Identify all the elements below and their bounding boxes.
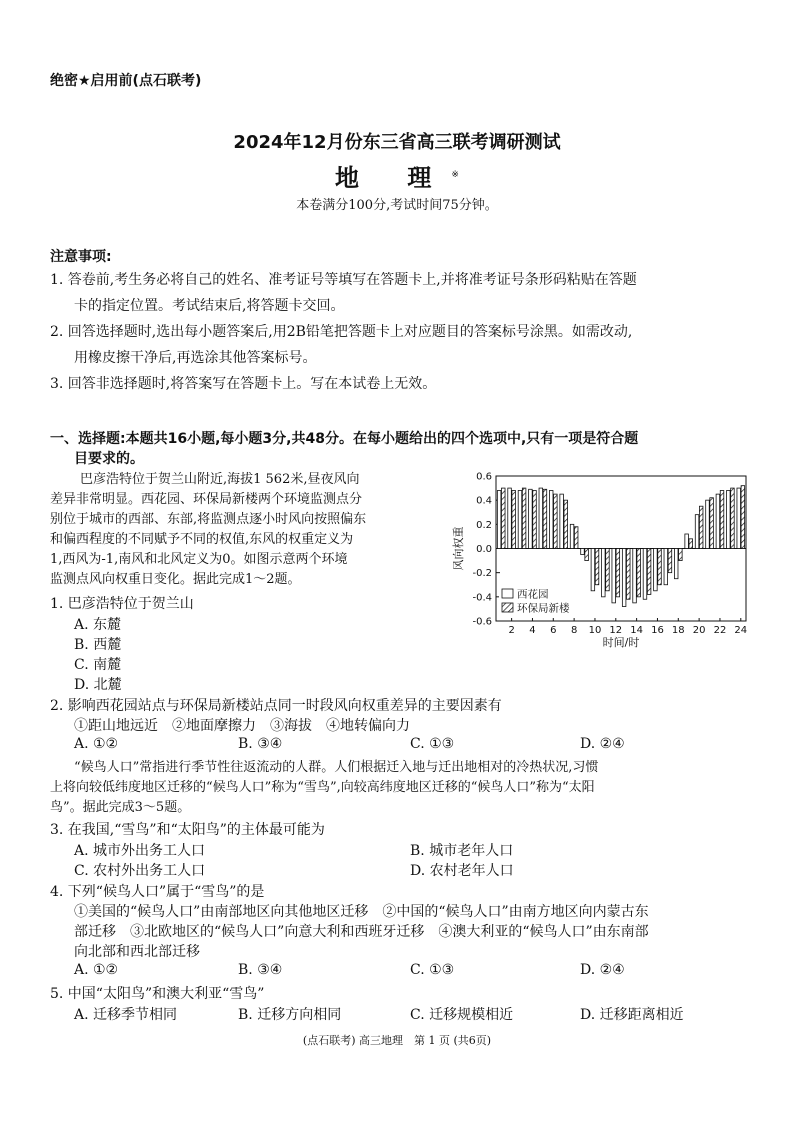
notice-line: 3. 回答非选择题时,将答案写在答题卡上。写在本试卷上无效。 <box>50 376 437 392</box>
notice-line: 1. 答卷前,考生务必将自己的姓名、准考证号等填写在答题卡上,并将准考证号条形码粘贴在答题 <box>50 272 637 288</box>
x-axis-label: 时间/时 <box>602 636 640 648</box>
bar-huanbaoju <box>585 549 589 561</box>
notice-line: 卡的指定位置。考试结束后,将答题卡交回。 <box>74 298 345 314</box>
x-tick-label: 18 <box>671 625 685 636</box>
bar-xihuayuan <box>508 488 512 548</box>
y-axis-label: 风向权重 <box>452 526 465 571</box>
x-tick-label: 22 <box>713 625 727 636</box>
x-tick-label: 16 <box>651 625 664 636</box>
q5-option-b: B. 迁移方向相同 <box>238 1007 342 1023</box>
x-tick-label: 24 <box>734 625 748 636</box>
q3-stem: 3. 在我国,“雪鸟”和“太阳鸟”的主体最可能为 <box>50 822 325 838</box>
x-tick-label: 12 <box>609 625 623 636</box>
bar-xihuayuan <box>549 491 553 549</box>
bar-huanbaoju <box>606 549 610 591</box>
x-tick-label: 6 <box>550 625 557 636</box>
bar-huanbaoju <box>668 549 672 573</box>
x-tick-label: 2 <box>508 625 515 636</box>
q3-option-d: D. 农村老年人口 <box>410 863 514 879</box>
bar-xihuayuan <box>633 549 637 603</box>
q4-item-line: ①美国的“候鸟人口”由南部地区向其他地区迁移 ②中国的“候鸟人口”由南方地区向内蒙古东 <box>74 904 649 920</box>
passage1-line: 别位于城市的西部、东部,将监测点逐小时风向按照偏东 <box>50 512 367 527</box>
q1-stem: 1. 巴彦浩特位于贺兰山 <box>50 596 194 612</box>
bar-huanbaoju <box>574 527 578 549</box>
bar-huanbaoju <box>647 549 651 595</box>
bar-xihuayuan <box>706 500 710 548</box>
passage2-line: “候鸟人口”常指进行季节性往返流动的人群。人们根据迁入地与迁出地相对的冷热状况,习惯 <box>74 760 599 775</box>
bar-xihuayuan <box>591 549 595 591</box>
q3-option-a: A. 城市外出务工人口 <box>74 843 206 859</box>
bar-huanbaoju <box>512 491 516 549</box>
bar-huanbaoju <box>554 494 558 548</box>
bar-huanbaoju <box>710 498 714 549</box>
bar-xihuayuan <box>602 549 606 597</box>
bar-xihuayuan <box>737 488 741 548</box>
notice-heading: 注意事项: <box>50 249 112 265</box>
bar-huanbaoju <box>731 488 735 548</box>
q5-option-d: D. 迁移距离相近 <box>580 1007 684 1023</box>
bar-huanbaoju <box>564 500 568 548</box>
passage2-line: 上将向较低纬度地区迁移的“候鸟人口”称为“雪鸟”,向较高纬度地区迁移的“候鸟人口”称为“太阳 <box>50 780 595 795</box>
x-tick-label: 10 <box>588 625 602 636</box>
passage1-line: 1,西风为-1,南风和北风定义为0。如图示意两个环境 <box>50 552 348 567</box>
bar-huanbaoju <box>720 491 724 549</box>
bar-xihuayuan <box>560 494 564 548</box>
wind-weight-chart <box>448 468 758 648</box>
bar-xihuayuan <box>727 491 731 549</box>
notice-line: 用橡皮擦干净后,再选涂其他答案标号。 <box>74 350 317 366</box>
bar-xihuayuan <box>570 524 574 548</box>
q4-item-line: 向北部和西北部迁移 <box>74 944 200 960</box>
passage1-line: 和偏西程度的不同赋予不同的权值,东风的权重定义为 <box>50 532 354 547</box>
passage1-line: 巴彦浩特位于贺兰山附近,海拔1 562米,昼夜风向 <box>80 472 360 487</box>
top-label: 绝密★启用前(点石联考) <box>50 73 202 89</box>
q2-items: ①距山地远近 ②地面摩擦力 ③海拔 ④地转偏向力 <box>74 718 410 734</box>
x-tick-label: 4 <box>529 625 536 636</box>
section-heading-cont: 目要求的。 <box>74 451 144 467</box>
bar-xihuayuan <box>612 549 616 603</box>
q2-stem: 2. 影响西花园站点与环保局新楼站点同一时段风向权重差异的主要因素有 <box>50 698 502 714</box>
x-tick-label: 14 <box>630 625 643 636</box>
q1-option-b: B. 西麓 <box>74 637 122 653</box>
bar-huanbaoju <box>522 488 526 548</box>
q2-option-c: C. ①③ <box>410 736 455 752</box>
bar-huanbaoju <box>595 549 599 585</box>
bar-xihuayuan <box>685 534 689 549</box>
y-tick-label: 0.4 <box>476 495 492 507</box>
bar-xihuayuan <box>643 549 647 600</box>
q2-option-d: D. ②④ <box>580 736 625 752</box>
q5-option-a: A. 迁移季节相同 <box>74 1007 178 1023</box>
subject-text: 地 理 <box>335 164 452 192</box>
q4-option-a: A. ①② <box>74 962 119 978</box>
y-tick-label: 0.0 <box>476 544 492 555</box>
exam-title: 2024年12月份东三省高三联考调研测试 <box>233 132 561 153</box>
bar-xihuayuan <box>664 549 668 585</box>
x-tick-label: 8 <box>570 625 578 636</box>
legend-swatch <box>502 589 513 598</box>
page-footer: (点石联考) 高三地理 第 1 页 (共6页) <box>302 1034 492 1047</box>
legend-label: 西花园 <box>517 588 549 601</box>
bar-huanbaoju <box>616 549 620 597</box>
bar-huanbaoju <box>543 489 547 548</box>
bar-xihuayuan <box>529 489 533 548</box>
exam-info: 本卷满分100分,考试时间75分钟。 <box>296 198 498 213</box>
q3-option-c: C. 农村外出务工人口 <box>74 863 206 879</box>
bar-huanbaoju <box>627 549 631 600</box>
bar-xihuayuan <box>674 549 678 579</box>
bar-huanbaoju <box>679 549 683 561</box>
subject-title <box>0 158 794 193</box>
section-heading: 一、选择题:本题共16小题,每小题3分,共48分。在每小题给出的四个选项中,只有一项是符合题 <box>50 431 639 447</box>
bar-huanbaoju <box>533 491 537 549</box>
q3-option-b: B. 城市老年人口 <box>410 843 514 859</box>
passage2-line: 鸟”。据此完成3～5题。 <box>50 800 191 815</box>
q4-stem: 4. 下列“候鸟人口”属于“雪鸟”的是 <box>50 884 265 900</box>
bar-huanbaoju <box>637 549 641 597</box>
bar-huanbaoju <box>502 488 506 548</box>
q1-option-d: D. 北麓 <box>74 677 122 693</box>
bar-xihuayuan <box>518 491 522 549</box>
subject-mark: ※ <box>451 170 459 180</box>
bar-huanbaoju <box>689 539 693 549</box>
bar-huanbaoju <box>699 506 703 548</box>
bar-huanbaoju <box>658 549 662 585</box>
q2-option-a: A. ①② <box>74 736 119 752</box>
q4-option-d: D. ②④ <box>580 962 625 978</box>
y-tick-label: 0.2 <box>476 519 492 531</box>
q4-item-line: 部迁移 ③北欧地区的“候鸟人口”向意大利和西班牙迁移 ④澳大利亚的“候鸟人口”由东南部 <box>74 924 649 940</box>
bar-xihuayuan <box>622 549 626 607</box>
legend-swatch <box>502 603 513 612</box>
bar-xihuayuan <box>497 491 501 549</box>
y-tick-label: 0.6 <box>476 471 492 483</box>
q2-option-b: B. ③④ <box>238 736 283 752</box>
q4-option-c: C. ①③ <box>410 962 455 978</box>
q1-option-c: C. 南麓 <box>74 657 122 673</box>
bar-xihuayuan <box>695 515 699 549</box>
y-tick-label: -0.2 <box>472 568 492 580</box>
bar-xihuayuan <box>716 494 720 548</box>
bar-xihuayuan <box>654 549 658 591</box>
passage1-line: 监测点风向权重日变化。据此完成1～2题。 <box>50 572 301 587</box>
bar-huanbaoju <box>741 486 745 549</box>
q1-option-a: A. 东麓 <box>74 617 122 633</box>
q5-option-c: C. 迁移规模相近 <box>410 1007 514 1023</box>
bar-xihuayuan <box>581 549 585 555</box>
x-tick-label: 20 <box>692 625 706 636</box>
notice-line: 2. 回答选择题时,选出每小题答案后,用2B铅笔把答题卡上对应题目的答案标号涂黑。如需改动, <box>50 324 633 340</box>
legend-label: 环保局新楼 <box>517 602 570 615</box>
passage1-line: 差异非常明显。西花园、环保局新楼两个环境监测点分 <box>50 492 363 507</box>
q5-stem: 5. 中国“太阳鸟”和澳大利亚“雪鸟” <box>50 986 265 1002</box>
q4-option-b: B. ③④ <box>238 962 283 978</box>
y-tick-label: -0.4 <box>472 592 492 604</box>
y-tick-label: -0.6 <box>472 616 492 628</box>
bar-xihuayuan <box>539 488 543 548</box>
